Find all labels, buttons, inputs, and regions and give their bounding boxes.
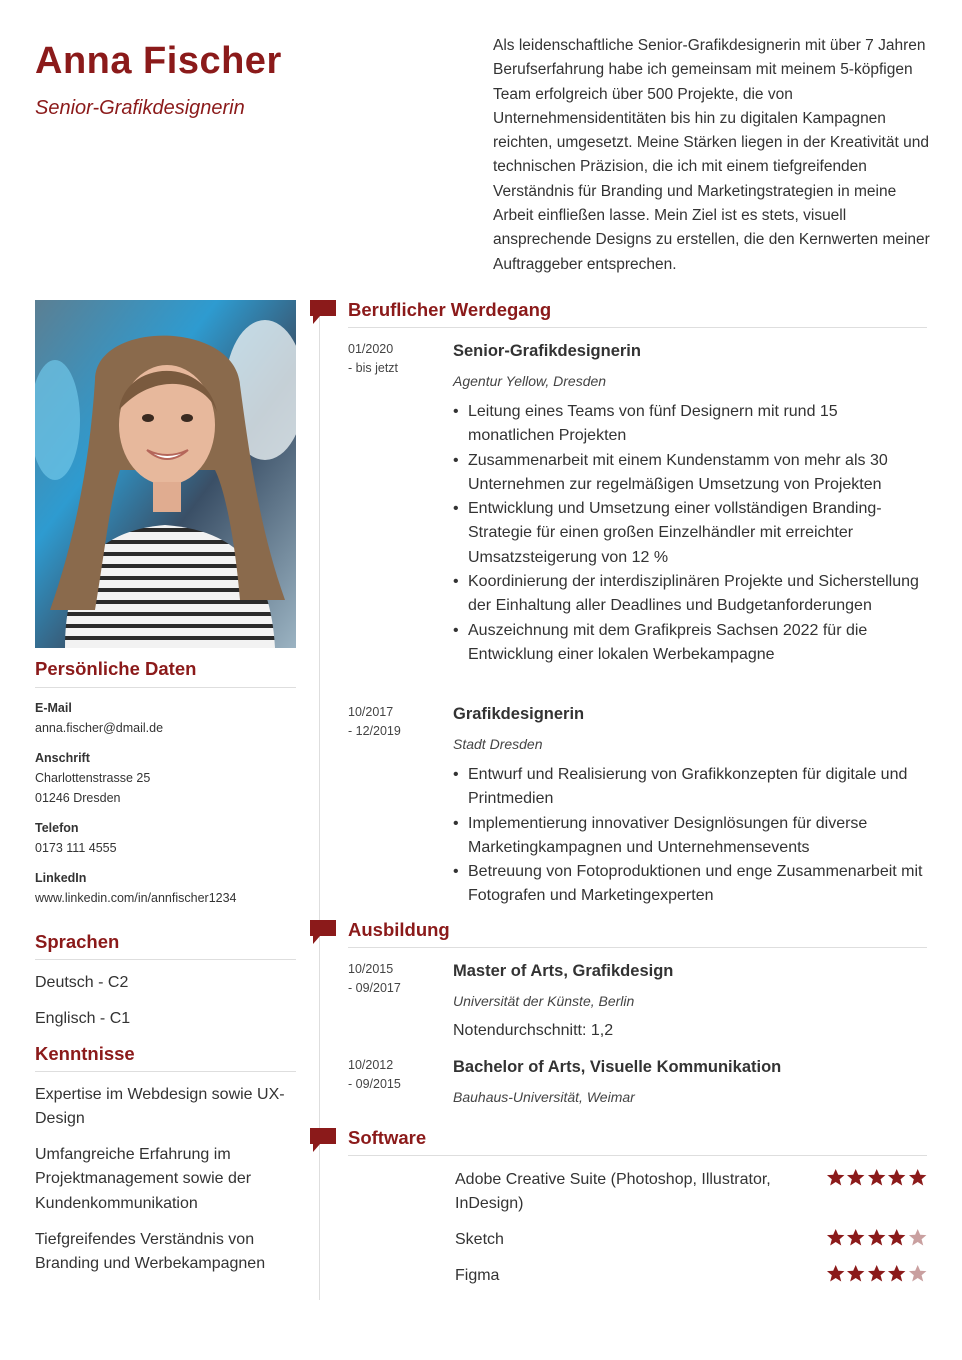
- star-filled-icon: [846, 1228, 865, 1247]
- phone-value[interactable]: 0173 111 4555: [35, 841, 117, 855]
- software-heading: Software: [348, 1127, 427, 1148]
- entry-school: Universität der Künste, Berlin: [453, 993, 635, 1009]
- star-filled-icon: [846, 1168, 865, 1187]
- entry-date-end: - bis jetzt: [348, 361, 399, 375]
- star-empty-icon: [908, 1228, 927, 1247]
- star-filled-icon: [867, 1264, 886, 1283]
- languages-heading: Sprachen: [35, 931, 120, 952]
- bullet-item: • Entwurf und Realisierung von Grafikkonzepten für digitale und Printmedien: [453, 763, 927, 812]
- star-filled-icon: [867, 1228, 886, 1247]
- profile-photo: [35, 300, 296, 648]
- star-filled-icon: [887, 1168, 906, 1187]
- skill-item: Tiefgreifendes Verständnis von Branding und Werbekampagnen: [35, 1231, 266, 1273]
- entry-title: Senior-Grafikdesignerin: [453, 342, 641, 360]
- section-divider: [35, 687, 296, 688]
- entry-date-start: 10/2012: [348, 1058, 394, 1072]
- entry-title: Grafikdesignerin: [453, 705, 585, 723]
- experience-heading: Beruflicher Werdegang: [348, 299, 552, 320]
- star-filled-icon: [867, 1168, 886, 1187]
- bullet-item: • Zusammenarbeit mit einem Kundenstamm von mehr als 30 Unternehmen zur regelmäßigen Umsetzung von Projekten: [453, 449, 927, 498]
- bullet-item: • Implementierung innovativer Designlösungen für diverse Marketingkampagnen und Unternehmensevents: [453, 812, 927, 861]
- skill-item: Umfangreiche Erfahrung im Projektmanagement sowie der Kundenkommunikation: [35, 1146, 252, 1212]
- section-divider: [348, 1155, 927, 1156]
- entry-date-start: 10/2015: [348, 962, 394, 976]
- star-filled-icon: [887, 1228, 906, 1247]
- section-flag-icon: [308, 919, 338, 949]
- star-filled-icon: [846, 1264, 865, 1283]
- bullet-item: • Koordinierung der interdisziplinären Projekte und Sicherstellung der Einhaltung aller Deadlines und Budgetanforderungen: [453, 570, 927, 619]
- star-filled-icon: [826, 1264, 845, 1283]
- phone-label: Telefon: [35, 821, 79, 835]
- bullet-item: • Leitung eines Teams von fünf Designern mit rund 15 monatlichen Projekten: [453, 400, 927, 449]
- section-flag-icon: [308, 1127, 338, 1157]
- language-item: Englisch - C1: [35, 1010, 131, 1027]
- entry-title: Master of Arts, Grafikdesign: [453, 962, 674, 980]
- linkedin-label: LinkedIn: [35, 871, 87, 885]
- entry-company: Stadt Dresden: [453, 736, 543, 752]
- section-divider: [348, 327, 927, 328]
- linkedin-value[interactable]: www.linkedin.com/in/annfischer1234: [35, 891, 237, 905]
- email-label: E-Mail: [35, 701, 72, 715]
- education-heading: Ausbildung: [348, 919, 450, 940]
- star-filled-icon: [908, 1168, 927, 1187]
- address-line-2: 01246 Dresden: [35, 791, 121, 805]
- software-rating: [826, 1168, 927, 1188]
- address-label: Anschrift: [35, 751, 90, 765]
- entry-school: Bauhaus-Universität, Weimar: [453, 1089, 635, 1105]
- bullet-item: • Betreuung von Fotoproduktionen und enge Zusammenarbeit mit Fotografen und Marketingexperten: [453, 860, 927, 909]
- software-name: Adobe Creative Suite (Photoshop, Illustrator, InDesign): [455, 1171, 771, 1213]
- entry-bullets: [453, 763, 927, 909]
- software-rating: [826, 1228, 927, 1248]
- section-divider: [348, 947, 927, 948]
- bullet-item: • Auszeichnung mit dem Grafikpreis Sachsen 2022 für die Entwicklung einer lokalen Werbekampagne: [453, 619, 927, 668]
- entry-grade: Notendurchschnitt: 1,2: [453, 1022, 614, 1039]
- entry-date-end: - 12/2019: [348, 724, 401, 738]
- address-line-1: Charlottenstrasse 25: [35, 771, 151, 785]
- software-name: Figma: [455, 1267, 500, 1284]
- profile-summary: Als leidenschaftliche Senior-Grafikdesignerin mit über 7 Jahren Berufserfahrung habe ich gemeinsam mit meinem 5-köpfigen Team erfolgreich über 500 Projekte, die von Unternehmensidentitäten bis hin zu digitalen Kampagnen reichten, umgesetzt. Meine Stärken liegen in der Kreativität und technischen Präzision, die ich mit einem tiefgreifenden Verständnis für Branding und Marketingstrategien in meine Arbeit einfließen lasse. Mein Ziel ist es stets, visuell ansprechende Designs zu erstellen, die den Kernwerten meiner Auftraggeber entsprechen.: [493, 37, 930, 273]
- skills-heading: Kenntnisse: [35, 1043, 135, 1064]
- section-flag-icon: [308, 299, 338, 329]
- bullet-item: • Entwicklung und Umsetzung einer vollständigen Branding-Strategie für einen großen Einzelhändler mit erreichter Umsatzsteigerung von 12 %: [453, 497, 927, 570]
- entry-title: Bachelor of Arts, Visuelle Kommunikation: [453, 1058, 782, 1076]
- entry-date-start: 10/2017: [348, 705, 394, 719]
- section-divider: [35, 959, 296, 960]
- entry-date-end: - 09/2015: [348, 1077, 401, 1091]
- candidate-name: Anna Fischer: [35, 40, 282, 82]
- personal-data-heading: Persönliche Daten: [35, 658, 197, 679]
- entry-date-end: - 09/2017: [348, 981, 401, 995]
- star-filled-icon: [826, 1168, 845, 1187]
- job-title: Senior-Grafikdesignerin: [35, 97, 245, 119]
- skill-item: Expertise im Webdesign sowie UX-Design: [35, 1086, 285, 1128]
- entry-company: Agentur Yellow, Dresden: [453, 373, 607, 389]
- star-filled-icon: [826, 1228, 845, 1247]
- email-value[interactable]: anna.fischer@dmail.de: [35, 721, 164, 735]
- star-empty-icon: [908, 1264, 927, 1283]
- software-rating: [826, 1264, 927, 1284]
- section-divider: [35, 1071, 296, 1072]
- software-name: Sketch: [455, 1231, 504, 1248]
- entry-date-start: 01/2020: [348, 342, 394, 356]
- language-item: Deutsch - C2: [35, 974, 129, 991]
- entry-bullets: [453, 400, 927, 667]
- star-filled-icon: [887, 1264, 906, 1283]
